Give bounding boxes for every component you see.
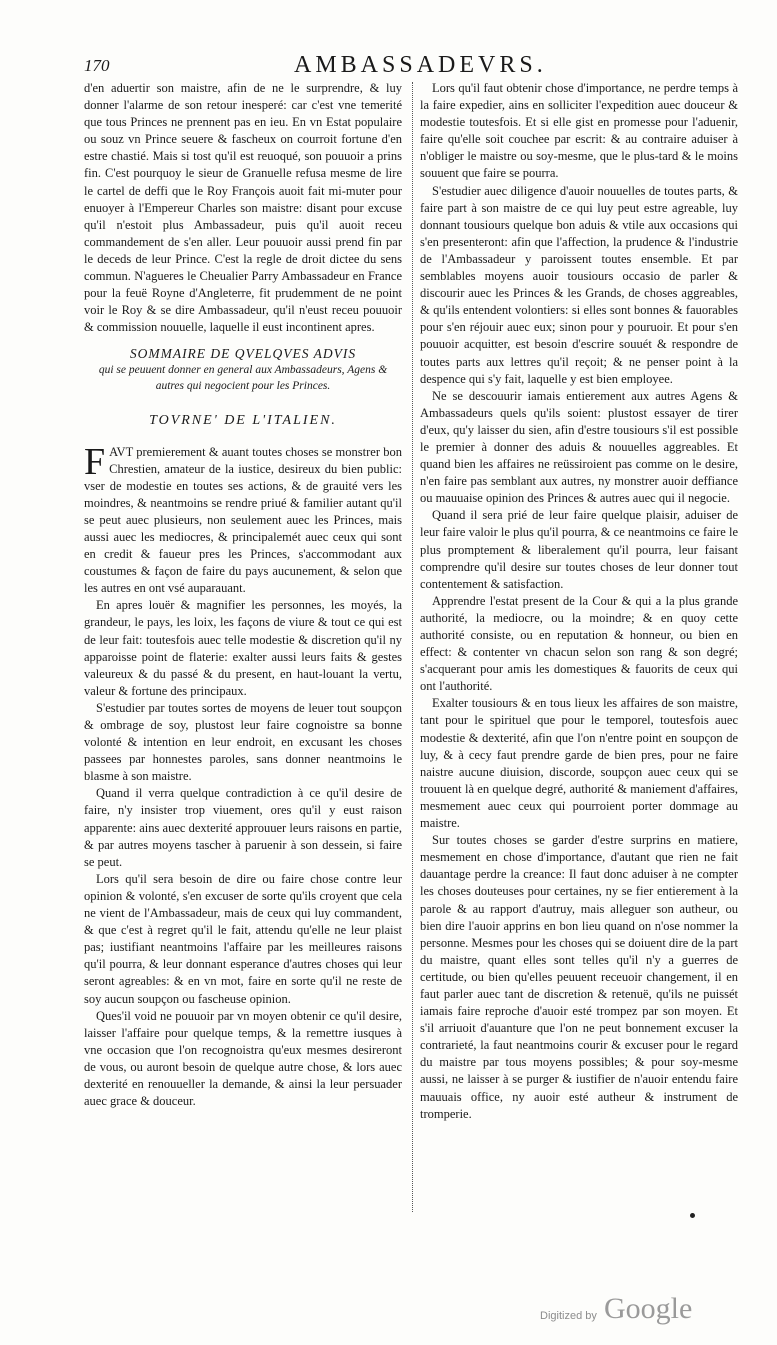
left-column	[84, 80, 402, 1110]
paragraph-text: AVT premierement & auant toutes choses se monstrer bon Chrestien, amateur de la iustice, desireux du bien public: vser de modestie en toutes ses actions, & de grauité vers les moindres, & neantmoins se rendre priué & familier autant qu'il se peut auec plusieurs, non seulement auec les Princes, mais aussi auec les mediocres, & principalemét auec ceux qui sont en credit & faueur pres les Princes, s'accommodant aux coustumes & façon de faire du pays aucunement, & selon que les autres en ont vsé auparauant.	[84, 444, 402, 596]
section-subtitle: qui se peuuent donner en general aux Ambassadeurs, Agens & autres qui negocient pour les Princes.	[98, 364, 388, 393]
paragraph: Apprendre l'estat present de la Cour & qui a la plus grande authorité, la mediocre, ou la moindre; & en quoy cette authorité consiste, ou en reputation & honneur, ou bien en effect: & contenter vn chacun selon son rang & son degré; s'acquerant pour amis les domestiques & fauorits de ceux qui ont l'authorité.	[420, 593, 738, 694]
page-number: 170	[84, 56, 110, 75]
paragraph: Quand il verra quelque contradiction à ce qu'il desire de faire, n'y insister trop viuement, ores qu'il y eust raison apparente: ains auec dexterité approuuer leurs raisons en partie, & par autres moyens tascher à paruenir à son dessein, si faire se peut.	[84, 786, 402, 869]
digitization-watermark	[540, 1292, 700, 1332]
paragraph: Ne se descouurir iamais entierement aux autres Agens & Ambassadeurs quels qu'ils soient: plustost essayer de tirer d'eux, qu'y laisser du sien, afin d'estre tousiours s'il est possible le premier à donner des aduis & nouuelles aggreables. Et quand bien les affaires ne reüssiroient pas comme on le desire, n'en faire pas semblant aux autres, ny monstrer auoir deffiance ou mauuaise opinion des Princes & autres auec qui il negocie.	[420, 388, 738, 506]
paragraph: Lors qu'il sera besoin de dire ou faire chose contre leur opinion & volonté, s'en excuser de sorte qu'ils croyent que cela ne vient de l'Ambassadeur, mais de ceux qui luy commandent, & que c'est à regret qu'il le fait, attendu qu'elle ne leur plaist pas; iustifiant neantmoins l'affaire par les meilleures raisons qu'il pourra, & leur donnant esperance d'autres choses qui leur seront agreables: & en vn mot, faire en sorte qu'il ne reste de soy aucun soupçon ou fascheuse opinion.	[84, 871, 402, 1006]
paragraph: Quand il sera prié de leur faire quelque plaisir, aduiser de leur faire valoir le plus qu'il pourra, & ce neantmoins ce faire le plus promptement & liberalement qu'il pourra, leur faisant comprendre qu'il desire sur toutes choses de leur donner tout contentement & satisfaction.	[420, 508, 738, 591]
right-column	[420, 80, 738, 1123]
paragraph: En apres louër & magnifier les personnes, les moyés, la grandeur, le pays, les loix, les façons de viure & tout ce qui est de leur fait: toutesfois auec telle modestie & discretion qu'il ny apparoisse point de flaterie: exalter aussi leurs faits & gestes valeureux & du passé & du present, en haut-louant la vertu, valeur & fortune des principaux.	[84, 598, 402, 698]
subsection-title: TOVRNE' DE L'ITALIEN.	[149, 413, 337, 429]
paragraph: Exalter tousiours & en tous lieux les affaires de son maistre, tant pour le spirituel que pour le temporel, toutesfois auec modestie & dexterité, afin que l'on n'entre point en soupçon de luy, & à cecy faut prendre garde de bien pres, pour ne faire naistre aucune diuision, discorde, soupçon auec ceux qui se trouuent là en quelque degré, authorité & maniement d'affaires, mesmement auec ceux qui pourroient porter dommage au maistre.	[420, 696, 738, 831]
paragraph: Ques'il void ne pouuoir par vn moyen obtenir ce qu'il desire, laisser l'affaire pour quelque temps, & la remettre iusques à vne occasion que l'on recognoistra qu'eux mesmes desireront de vous, ou auront besoin de quelque autre chose, & lors auec dexterité en renouueller la demande, & ainsi la leur persuader auec grace & douceur.	[84, 1008, 402, 1109]
running-title: AMBASSADEVRS.	[294, 52, 547, 78]
watermark-prefix: Digitized by	[540, 1310, 597, 1322]
paragraph: Sur toutes choses se garder d'estre surprins en matiere, mesmement en chose d'importance, d'autant que rien ne fait dauantage perdre la creance: Il faut donc aduiser à ne compter les choses douteuses pour certaines, ny se fier entierement à la parole & au rapport d'autruy, mais alleguer son autheur, ou bien dire l'auoir apprins en bon lieu quand on n'ose nommer la personne. Mesmes pour les choses qui se doiuent dire de la part du maistre, quant elles sont telles qu'il n'y a guerres de certitude, ou bien qu'elles peuuent receuoir changement, il en faut parler auec tant de discretion & retenuë, qu'ils ne puissét iamais faire reproche d'auoir esté trompez par son moyen. Et s'il arriuoit d'auanture que l'on ne peut bonnement excuser la contrarieté, la faut neantmoins courir & excuser pour le regard du maistre par tous moyens possibles; & pour soy-mesme aussi, ne laisser à se purger & iustifier de n'auoir entendu faire mauuais office, ny auoir esté autheur & instrument de tromperie.	[420, 833, 738, 1121]
paragraph: S'estudier auec diligence d'auoir nouuelles de toutes parts, & faire part à son maistre de ce qui luy peut estre agreable, luy donnant tousiours quelque bon aduis & vtile aux occasions qui s'en presenteront: afin que l'affection, la prudence & l'industrie de l'Ambassadeur y paroissent toutes ensemble. Et par semblables moyens auoir tousiours occasio de parler & discourir auec les Princes & les Grands, de choses aggreables, & qu'ils entendent volontiers: si elles sont bonnes & fauorables pour s'en réjouir auec eux; sinon pour y pouruoir. Et pour s'en pouuoir acquitter, est besoin d'escrire souuét & respondre de toutes parts aux lettres qu'il reçoit; & ne penser point à la despence qui s'y fait, laquelle y est bien employee.	[420, 183, 738, 386]
paragraph: S'estudier par toutes sortes de moyens de leuer tout soupçon & ombrage de soy, plustost leur faire cognoistre sa bonne volonté & intention en leur endroit, en excusant les choses passees par honnestes paroles, sans donner neantmoins le blasme à son maistre.	[84, 700, 402, 784]
google-logo: Google	[604, 1292, 693, 1325]
section-heading	[84, 346, 402, 394]
end-ornament	[690, 1213, 695, 1218]
intro-paragraph: d'en aduertir son maistre, afin de ne le surprendre, & luy donner l'alarme de son retour inesperé: car c'est vne temerité que tous Princes ne prennent pas en ieu. En vn Estat populaire ou souz vn Prince seuere & fascheux on courroit fortune d'en estre chastié. Mais si tost qu'il est reuoqué, son pouuoir a prins fin. C'est pourquoy le sieur de Granuelle refusa mesme de lire le cartel de deffi que le Roy François auoit fait mi-muter pour enuoyer à l'Empereur Charles son maistre: disant pour excuse qu'il n'estoit plus Ambassadeur, puis qu'il auoit receu commandement de s'en aller. Leur pouuoir aussi prend fin par le deceds de leur Prince. C'est la regle de droit dictee du sens commun. N'agueres le Cheualier Parry Ambassadeur en France pour la feuë Royne d'Angleterre, fit prudemment de ne point voir le Roy & se dire Ambassadeur, qu'il n'eust receu pouuoir & commission nouuelle, laquelle il eust incontinent apres.	[84, 81, 402, 335]
section-title: SOMMAIRE DE QVELQVES ADVIS	[129, 346, 357, 362]
drop-cap: F	[84, 440, 106, 483]
paragraph: Lors qu'il faut obtenir chose d'importance, ne perdre temps à la faire expedier, ains en solliciter l'expedition auec douceur & modestie toutesfois. Et si elle gist en promesse pour l'aduenir, faire qu'elle soit couchee par escrit: & au contraire aduiser à n'obliger le maistre ou soy-mesme, que le plus-tard & le moins souuent que faire se pourra.	[420, 81, 738, 181]
paragraph	[84, 440, 402, 598]
column-divider	[412, 82, 414, 1212]
